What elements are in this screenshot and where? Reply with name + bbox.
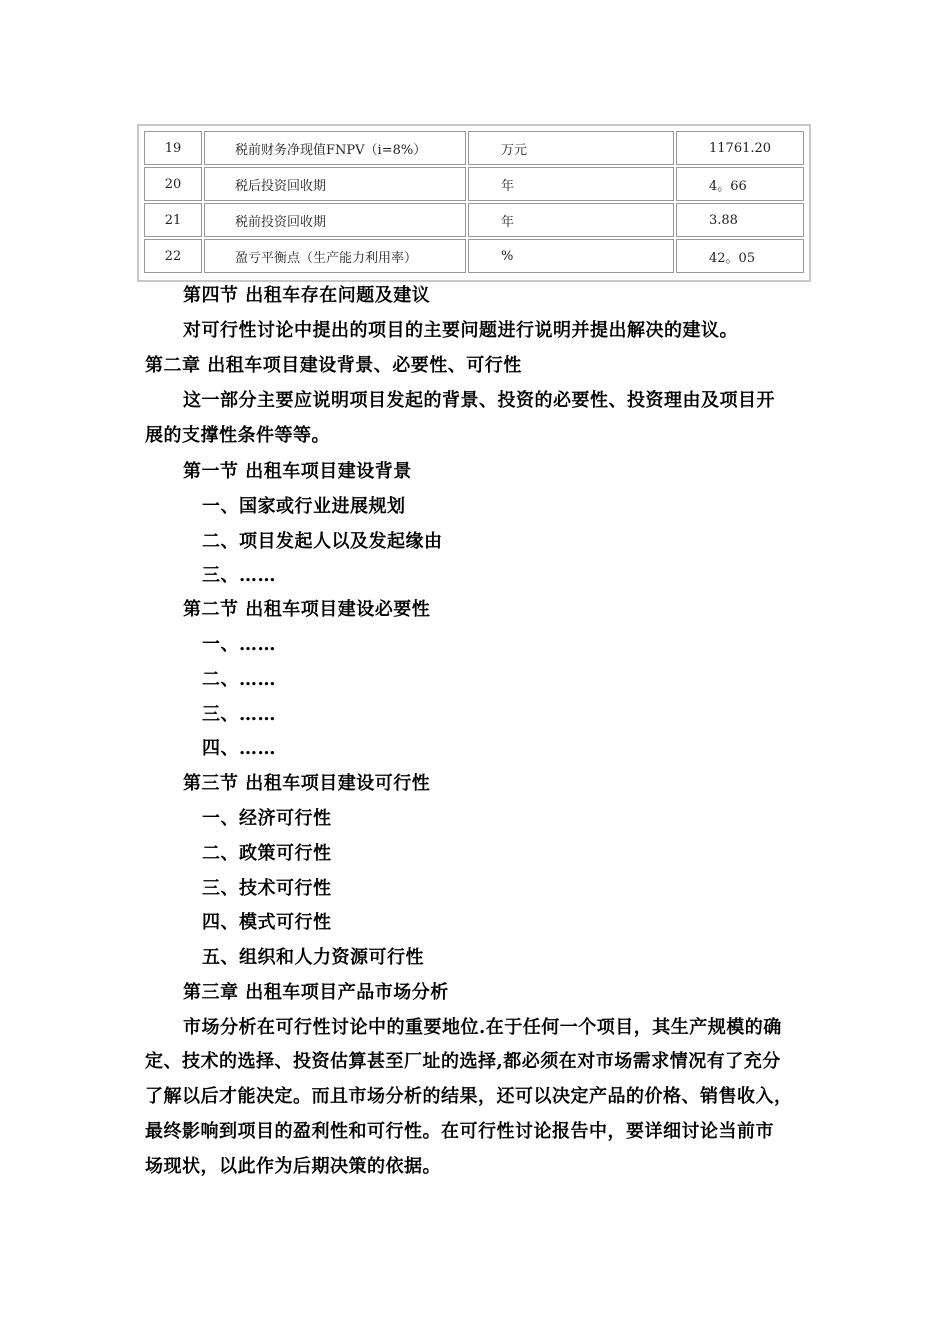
indicator-name: 盈亏平衡点（生产能力利用率） <box>204 239 466 273</box>
section-heading: 第三节 出租车项目建设可行性 <box>183 773 431 794</box>
indicator-unit: 年 <box>468 203 674 237</box>
list-item: 三、…… <box>202 704 276 725</box>
section-heading: 第一节 出租车项目建设背景 <box>183 461 412 482</box>
paragraph-line: 这一部分主要应说明项目发起的背景、投资的必要性、投资理由及项目开 <box>183 390 775 411</box>
indicator-unit: 万元 <box>468 131 674 165</box>
chapter-heading: 第二章 出租车项目建设背景、必要性、可行性 <box>145 355 522 376</box>
list-item: 三、…… <box>202 565 276 586</box>
list-item: 一、国家或行业进展规划 <box>202 496 406 517</box>
chapter-heading: 第三章 出租车项目产品市场分析 <box>183 982 449 1003</box>
list-item: 一、经济可行性 <box>202 808 332 829</box>
table-row <box>144 131 804 165</box>
paragraph-line: 场现状，以此作为后期决策的依据。 <box>145 1156 441 1177</box>
indicator-value: 4。66 <box>676 167 804 201</box>
table-row <box>144 167 804 201</box>
financial-indicators-table-frame <box>137 124 811 282</box>
indicator-value: 3.88 <box>676 203 804 237</box>
list-item: 一、…… <box>202 634 276 655</box>
row-number: 22 <box>144 239 202 273</box>
list-item: 三、技术可行性 <box>202 878 332 899</box>
table-row <box>144 203 804 237</box>
paragraph-line: 最终影响到项目的盈利性和可行性。在可行性讨论报告中，要详细讨论当前市 <box>145 1121 774 1142</box>
indicator-name: 税前财务净现值FNPV（i=8%） <box>204 131 466 165</box>
paragraph-line: 展的支撑性条件等等。 <box>145 425 330 446</box>
indicator-value: 11761.20 <box>676 131 804 165</box>
row-number: 19 <box>144 131 202 165</box>
list-item: 二、项目发起人以及发起缘由 <box>202 531 443 552</box>
list-item: 二、…… <box>202 669 276 690</box>
section-heading: 第四节 出租车存在问题及建议 <box>183 285 431 306</box>
list-item: 四、模式可行性 <box>202 912 332 933</box>
list-item: 四、…… <box>202 738 276 759</box>
indicator-unit: % <box>468 239 674 273</box>
indicator-unit: 年 <box>468 167 674 201</box>
indicator-value: 42。05 <box>676 239 804 273</box>
paragraph-line: 了解以后才能决定。而且市场分析的结果，还可以决定产品的价格、销售收入， <box>145 1086 793 1107</box>
list-item: 二、政策可行性 <box>202 843 332 864</box>
row-number: 20 <box>144 167 202 201</box>
paragraph-line: 定、技术的选择、投资估算甚至厂址的选择,都必须在对市场需求情况有了充分 <box>145 1051 781 1072</box>
financial-indicators-table <box>142 129 806 275</box>
list-item: 五、组织和人力资源可行性 <box>202 947 424 968</box>
paragraph-line: 对可行性讨论中提出的项目的主要问题进行说明并提出解决的建议。 <box>183 320 738 341</box>
indicator-name: 税前投资回收期 <box>204 203 466 237</box>
table-row <box>144 239 804 273</box>
section-heading: 第二节 出租车项目建设必要性 <box>183 599 431 620</box>
paragraph-line: 市场分析在可行性讨论中的重要地位.在于任何一个项目，其生产规模的确 <box>183 1017 782 1038</box>
indicator-name: 税后投资回收期 <box>204 167 466 201</box>
row-number: 21 <box>144 203 202 237</box>
